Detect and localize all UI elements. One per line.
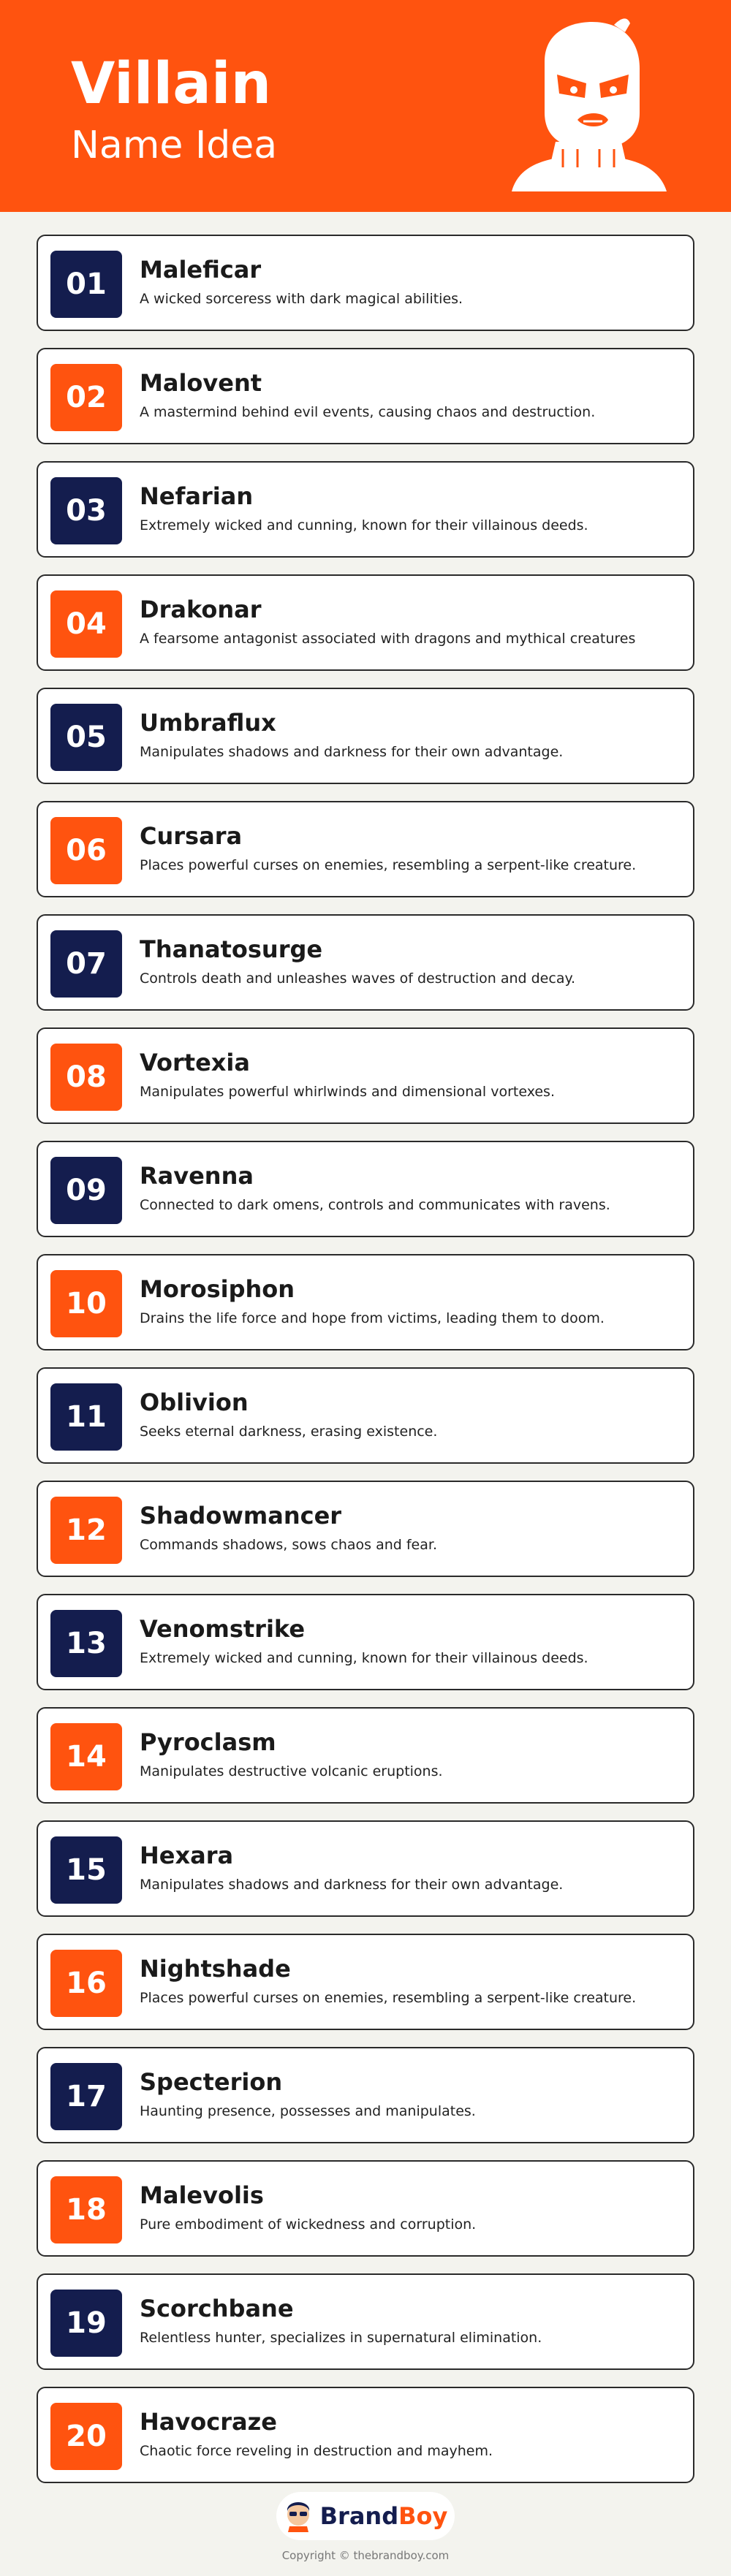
villain-description: Manipulates destructive volcanic eruptions. xyxy=(140,1763,443,1779)
number-badge: 09 xyxy=(50,1157,122,1224)
number-badge: 16 xyxy=(50,1950,122,2017)
number-badge: 05 xyxy=(50,704,122,771)
logo-brand-text: Brand xyxy=(319,2502,399,2530)
villain-description: Commands shadows, sows chaos and fear. xyxy=(140,1537,437,1553)
list-item xyxy=(37,801,694,897)
page-subtitle: Name Idea xyxy=(71,124,278,167)
villain-name: Ravenna xyxy=(140,1162,254,1190)
brandboy-face-icon xyxy=(284,2500,313,2532)
list-item xyxy=(37,1254,694,1350)
list-item xyxy=(37,2047,694,2143)
villain-name: Nefarian xyxy=(140,482,254,510)
number-badge: 06 xyxy=(50,817,122,884)
list-item xyxy=(37,2273,694,2370)
villain-name: Pyroclasm xyxy=(140,1728,276,1756)
villain-description: Controls death and unleashes waves of destruction and decay. xyxy=(140,970,576,987)
villain-name: Cursara xyxy=(140,822,243,850)
number-badge: 02 xyxy=(50,364,122,431)
list-item xyxy=(37,1594,694,1690)
villain-name: Shadowmancer xyxy=(140,1502,342,1530)
list-item xyxy=(37,688,694,784)
villain-description: Connected to dark omens, controls and communicates with ravens. xyxy=(140,1197,610,1213)
villain-name: Malevolis xyxy=(140,2181,264,2209)
page-title: Villain xyxy=(71,51,272,117)
villain-name: Nightshade xyxy=(140,1955,291,1983)
number-badge: 12 xyxy=(50,1497,122,1564)
villain-description: Places powerful curses on enemies, resembling a serpent-like creature. xyxy=(140,857,637,873)
villain-description: Chaotic force reveling in destruction and mayhem. xyxy=(140,2443,493,2459)
number-badge: 11 xyxy=(50,1383,122,1451)
list-item xyxy=(37,1481,694,1577)
header-banner xyxy=(0,0,731,212)
number-badge: 04 xyxy=(50,590,122,658)
copyright-text: Copyright © thebrandboy.com xyxy=(281,2549,450,2562)
number-badge: 19 xyxy=(50,2290,122,2357)
list-item xyxy=(37,1707,694,1804)
list-item xyxy=(37,2160,694,2257)
villain-name: Umbraflux xyxy=(140,709,276,737)
number-badge: 17 xyxy=(50,2063,122,2130)
number-badge: 07 xyxy=(50,930,122,998)
villain-name: Havocraze xyxy=(140,2408,277,2436)
list-item xyxy=(37,1367,694,1464)
villain-description: Manipulates powerful whirlwinds and dimensional vortexes. xyxy=(140,1084,555,1100)
villain-name: Morosiphon xyxy=(140,1275,295,1303)
number-badge: 14 xyxy=(50,1723,122,1790)
villain-description: Haunting presence, possesses and manipulates. xyxy=(140,2103,476,2119)
masked-villain-icon xyxy=(504,18,673,193)
number-badge: 20 xyxy=(50,2403,122,2470)
list-item xyxy=(37,235,694,331)
villain-name: Hexara xyxy=(140,1842,234,1869)
villain-name: Drakonar xyxy=(140,596,262,623)
villain-name-list xyxy=(37,235,694,2500)
villain-description: Manipulates shadows and darkness for their own advantage. xyxy=(140,744,564,760)
villain-name: Oblivion xyxy=(140,1388,249,1416)
villain-description: Manipulates shadows and darkness for their own advantage. xyxy=(140,1877,564,1893)
villain-description: A fearsome antagonist associated with dragons and mythical creatures xyxy=(140,631,636,647)
villain-name: Specterion xyxy=(140,2068,283,2096)
list-item xyxy=(37,2387,694,2483)
villain-name: Thanatosurge xyxy=(140,935,323,963)
number-badge: 15 xyxy=(50,1836,122,1904)
villain-name: Maleficar xyxy=(140,256,262,284)
brand-logo xyxy=(276,2492,455,2540)
villain-description: A wicked sorceress with dark magical abilities. xyxy=(140,291,463,307)
list-item xyxy=(37,461,694,558)
number-badge: 01 xyxy=(50,251,122,318)
number-badge: 08 xyxy=(50,1044,122,1111)
number-badge: 03 xyxy=(50,477,122,544)
villain-description: Pure embodiment of wickedness and corruption. xyxy=(140,2216,477,2233)
villain-description: Extremely wicked and cunning, known for their villainous deeds. xyxy=(140,1650,588,1666)
number-badge: 10 xyxy=(50,1270,122,1337)
villain-name: Scorchbane xyxy=(140,2295,294,2322)
villain-name: Vortexia xyxy=(140,1049,250,1076)
villain-description: Seeks eternal darkness, erasing existence. xyxy=(140,1424,438,1440)
villain-description: Extremely wicked and cunning, known for their villainous deeds. xyxy=(140,517,588,533)
villain-description: A mastermind behind evil events, causing chaos and destruction. xyxy=(140,404,596,420)
list-item xyxy=(37,574,694,671)
list-item xyxy=(37,914,694,1011)
list-item xyxy=(37,1934,694,2030)
villain-description: Relentless hunter, specializes in supernatural elimination. xyxy=(140,2330,542,2346)
villain-name: Malovent xyxy=(140,369,262,397)
list-item xyxy=(37,1141,694,1237)
villain-name: Venomstrike xyxy=(140,1615,306,1643)
logo-boy-text: Boy xyxy=(398,2502,448,2530)
number-badge: 13 xyxy=(50,1610,122,1677)
list-item xyxy=(37,1027,694,1124)
number-badge: 18 xyxy=(50,2176,122,2243)
villain-description: Drains the life force and hope from victims, leading them to doom. xyxy=(140,1310,605,1326)
list-item xyxy=(37,1820,694,1917)
villain-description: Places powerful curses on enemies, resembling a serpent-like creature. xyxy=(140,1990,637,2006)
list-item xyxy=(37,348,694,444)
